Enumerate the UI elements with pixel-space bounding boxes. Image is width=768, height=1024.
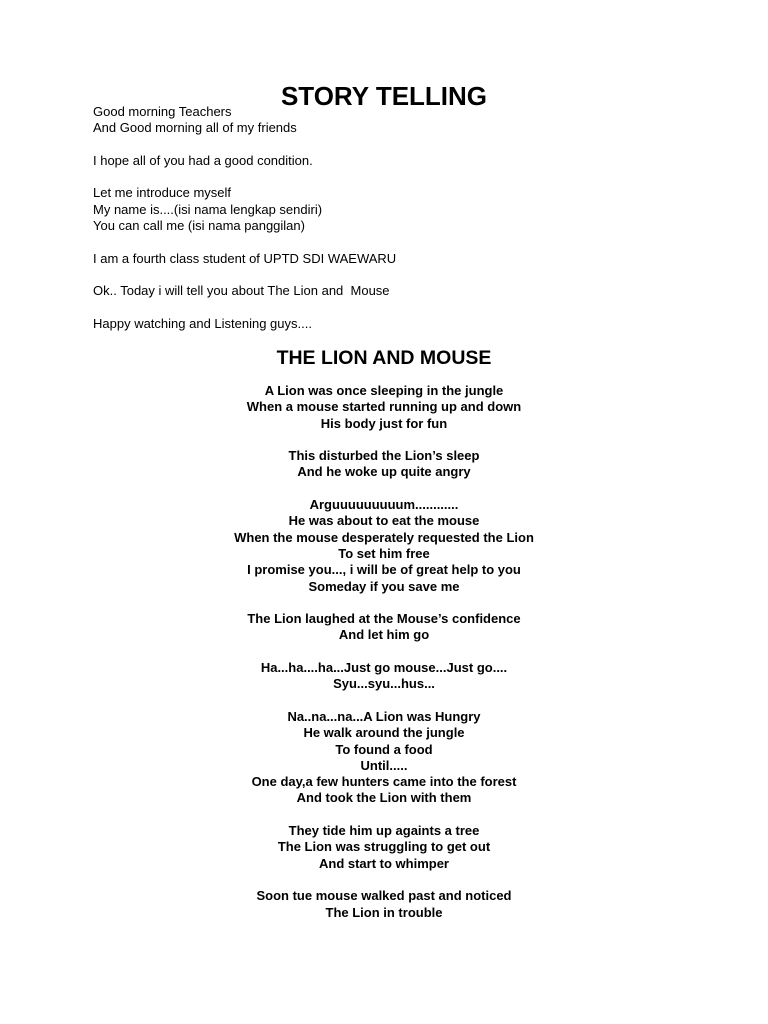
story-line: The Lion laughed at the Mouse’s confidence [247, 611, 521, 627]
story-line: Syu...syu...hus... [333, 676, 435, 692]
intro-line: I hope all of you had a good condition. [93, 152, 313, 168]
story-title: THE LION AND MOUSE [276, 347, 492, 369]
story-line: When a mouse started running up and down [246, 399, 522, 415]
story-line: Until..... [360, 757, 408, 773]
story-line: Na..na...na...A Lion was Hungry [287, 708, 481, 724]
story-body [0, 383, 768, 937]
story-stanza [0, 497, 768, 595]
story-line: Soon tue mouse walked past and noticed [256, 888, 512, 904]
story-line: Arguuuuuuuuum............ [309, 497, 459, 513]
intro-line: I am a fourth class student of UPTD SDI WAEWARU [93, 250, 397, 266]
story-line: Ha...ha....ha...Just go mouse...Just go.... [260, 660, 508, 676]
story-line: When the mouse desperately requested the Lion [234, 529, 534, 545]
story-line: They tide him up againts a tree [288, 823, 480, 839]
story-stanza [0, 709, 768, 807]
story-line: And took the Lion with them [296, 790, 472, 806]
story-stanza [0, 448, 768, 481]
story-line: To found a food [335, 741, 433, 757]
story-line: One day,a few hunters came into the forest [251, 774, 517, 790]
story-line: He walk around the jungle [303, 725, 465, 741]
intro-paragraph [93, 185, 693, 234]
story-line: This disturbed the Lion’s sleep [288, 448, 480, 464]
intro-paragraph [93, 283, 693, 299]
story-line: The Lion was struggling to get out [277, 839, 491, 855]
story-line: Someday if you save me [308, 578, 460, 594]
intro-line: Let me introduce myself [93, 185, 232, 201]
intro-section [93, 104, 693, 348]
intro-paragraph [93, 316, 693, 332]
story-line: And let him go [338, 627, 430, 643]
story-line: To set him free [338, 545, 430, 561]
story-line: The Lion in trouble [325, 904, 443, 920]
story-stanza [0, 383, 768, 432]
intro-line: And Good morning all of my friends [93, 120, 297, 136]
story-stanza [0, 660, 768, 693]
story-line: And he woke up quite angry [297, 464, 471, 480]
document-title: STORY TELLING [280, 81, 488, 111]
intro-line: Good morning Teachers [93, 104, 232, 119]
intro-paragraph [93, 104, 693, 137]
story-stanza [0, 611, 768, 644]
intro-line: Ok.. Today i will tell you about The Lion and Mouse [93, 283, 390, 299]
intro-paragraph [93, 251, 693, 267]
story-line: His body just for fun [320, 415, 448, 431]
intro-paragraph [93, 153, 693, 169]
intro-line: My name is....(isi nama lengkap sendiri) [93, 201, 323, 217]
intro-line: You can call me (isi nama panggilan) [93, 218, 305, 234]
story-line: And start to whimper [318, 855, 449, 871]
story-line: I promise you..., i will be of great help to you [247, 562, 521, 578]
story-line: He was about to eat the mouse [288, 513, 480, 529]
intro-line: Happy watching and Listening guys.... [93, 315, 312, 331]
story-stanza [0, 888, 768, 921]
story-line: A Lion was once sleeping in the jungle [264, 383, 504, 398]
story-stanza [0, 823, 768, 872]
